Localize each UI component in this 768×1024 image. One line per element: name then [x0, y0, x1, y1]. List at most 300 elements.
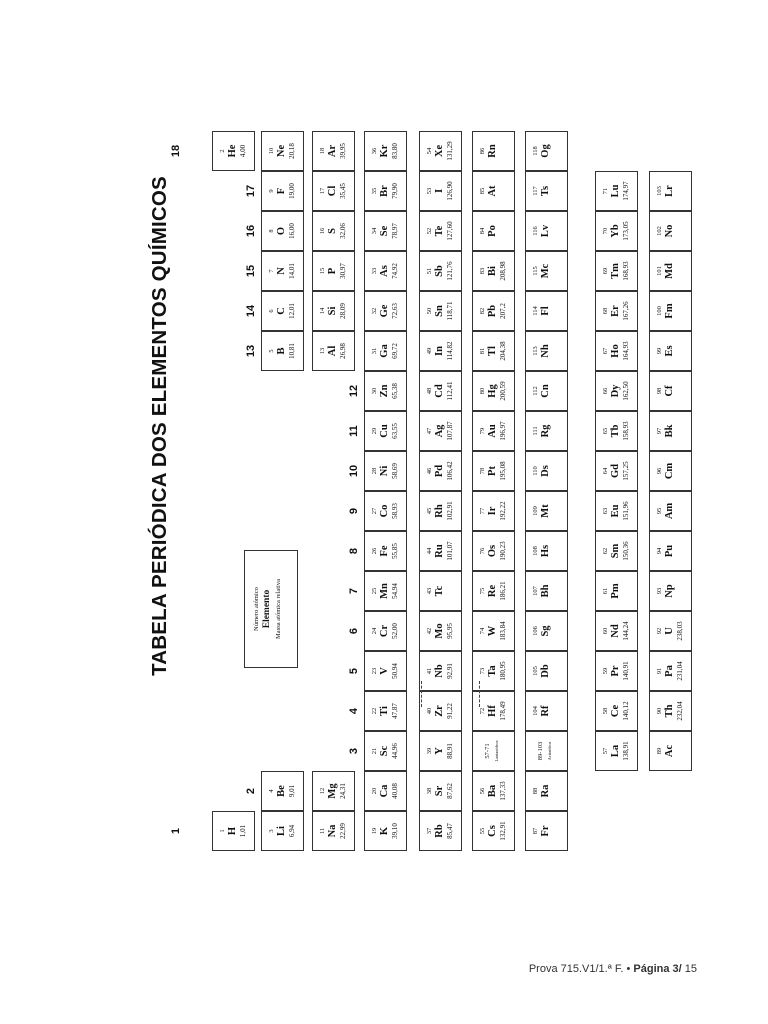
lanthanides-ref-cell: [472, 731, 515, 771]
group-number-12: 12: [348, 384, 360, 398]
atomic-number: 106: [532, 626, 539, 636]
atomic-number: 108: [532, 546, 539, 556]
atomic-number: 101: [656, 266, 663, 276]
element-ar: [312, 131, 355, 171]
element-ag: [419, 411, 462, 451]
atomic-mass: 144,24: [622, 621, 630, 641]
atomic-mass: 19,00: [288, 183, 296, 199]
atomic-mass: 26,98: [339, 343, 347, 359]
element-symbol: Hg: [487, 384, 498, 398]
element-al: [312, 331, 355, 371]
element-cf: [649, 371, 692, 411]
element-symbol: Os: [487, 544, 498, 558]
atomic-number: 22: [371, 707, 378, 715]
element-symbol: Pu: [664, 544, 675, 558]
element-cm: [649, 451, 692, 491]
group-number-3: 3: [348, 747, 360, 755]
element-ra: [525, 771, 568, 811]
element-symbol: Br: [379, 185, 390, 197]
atomic-number: 11: [319, 827, 326, 835]
group-number-5: 5: [348, 667, 360, 675]
atomic-number: 32: [371, 307, 378, 315]
atomic-number: 66: [602, 387, 609, 395]
atomic-mass: 168,93: [622, 261, 630, 281]
atomic-number: 27: [371, 507, 378, 515]
element-symbol: Au: [487, 424, 498, 438]
element-symbol: Md: [664, 263, 675, 279]
element-ge: [364, 291, 407, 331]
atomic-number: 3: [268, 829, 275, 833]
element-symbol: Rn: [487, 144, 498, 158]
atomic-number: 75: [479, 587, 486, 595]
element-ne: [261, 131, 304, 171]
atomic-number: 54: [426, 147, 433, 155]
atomic-number: 64: [602, 467, 609, 475]
atomic-number: 26: [371, 547, 378, 555]
atomic-mass: 101,07: [446, 541, 454, 561]
atomic-number: 74: [479, 627, 486, 635]
element-eu: [595, 491, 638, 531]
element-symbol: Sg: [540, 625, 551, 637]
atomic-number: 38: [426, 787, 433, 795]
atomic-number: 43: [426, 587, 433, 595]
atomic-mass: 140,91: [622, 661, 630, 681]
element-sg: [525, 611, 568, 651]
element-la: [595, 731, 638, 771]
element-symbol: Tb: [610, 424, 621, 438]
element-fe: [364, 531, 407, 571]
atomic-number: 14: [319, 307, 326, 315]
element-symbol: At: [487, 185, 498, 197]
element-u: [649, 611, 692, 651]
element-symbol: Ac: [664, 744, 675, 758]
element-symbol: Ni: [379, 465, 390, 477]
atomic-mass: 20,18: [288, 143, 296, 159]
f-block-connector-bottom: [479, 681, 480, 707]
element-symbol: B: [276, 347, 287, 355]
element-ho: [595, 331, 638, 371]
group-number-11: 11: [348, 425, 360, 437]
atomic-number: 63: [602, 507, 609, 515]
element-cu: [364, 411, 407, 451]
atomic-number: 41: [426, 667, 433, 675]
atomic-mass: 106,42: [446, 461, 454, 481]
atomic-number: 115: [532, 266, 539, 276]
element-og: [525, 131, 568, 171]
element-ca: [364, 771, 407, 811]
range-label: 89-103: [537, 741, 544, 761]
element-db: [525, 651, 568, 691]
atomic-mass: 69,72: [391, 343, 399, 359]
atomic-mass: 118,71: [446, 301, 454, 321]
atomic-number: 78: [479, 467, 486, 475]
element-symbol: Ra: [540, 784, 551, 798]
element-symbol: Pd: [434, 464, 445, 478]
element-symbol: Ce: [610, 704, 621, 718]
atomic-number: 56: [479, 787, 486, 795]
element-symbol: Ga: [379, 344, 390, 358]
atomic-number: 62: [602, 547, 609, 555]
element-symbol: Db: [540, 664, 551, 678]
element-symbol: Y: [434, 747, 445, 755]
element-no: [649, 211, 692, 251]
element-se: [364, 211, 407, 251]
atomic-number: 55: [479, 827, 486, 835]
atomic-number: 60: [602, 627, 609, 635]
element-ba: [472, 771, 515, 811]
atomic-number: 25: [371, 587, 378, 595]
atomic-number: 5: [268, 349, 275, 353]
atomic-mass: 10,81: [288, 343, 296, 359]
element-mt: [525, 491, 568, 531]
element-pu: [649, 531, 692, 571]
atomic-mass: 79,90: [391, 183, 399, 199]
atomic-number: 113: [532, 346, 539, 356]
atomic-number: 93: [656, 587, 663, 595]
element-ir: [472, 491, 515, 531]
element-ti: [364, 691, 407, 731]
atomic-mass: 195,08: [499, 461, 507, 481]
atomic-number: 91: [656, 667, 663, 675]
atomic-mass: 22,99: [339, 823, 347, 839]
element-lr: [649, 171, 692, 211]
atomic-number: 19: [371, 827, 378, 835]
element-pr: [595, 651, 638, 691]
element-symbol: Co: [379, 504, 390, 518]
group-number-17: 17: [245, 184, 257, 198]
element-lu: [595, 171, 638, 211]
element-symbol: V: [379, 667, 390, 675]
atomic-mass: 180,95: [499, 661, 507, 681]
group-number-1: 1: [170, 827, 182, 835]
element-b: [261, 331, 304, 371]
element-symbol: Ar: [327, 144, 338, 158]
atomic-number: 2: [219, 149, 226, 153]
group-number-8: 8: [348, 547, 360, 555]
atomic-number: 83: [479, 267, 486, 275]
element-symbol: Mg: [327, 783, 338, 799]
element-be: [261, 771, 304, 811]
atomic-number: 88: [532, 787, 539, 795]
element-ac: [649, 731, 692, 771]
series-label: Actinídeos: [547, 741, 552, 761]
atomic-number: 49: [426, 347, 433, 355]
element-symbol: Fm: [664, 303, 675, 319]
element-sn: [419, 291, 462, 331]
exam-code: Prova 715.V1/1.ª F. •: [528, 963, 631, 975]
atomic-number: 40: [426, 707, 433, 715]
element-c: [261, 291, 304, 331]
element-symbol: Es: [664, 345, 675, 357]
atomic-mass: 132,91: [499, 821, 507, 841]
atomic-mass: 131,29: [446, 141, 454, 161]
atomic-mass: 238,03: [676, 621, 684, 641]
atomic-number: 99: [656, 347, 663, 355]
element-re: [472, 571, 515, 611]
element-er: [595, 291, 638, 331]
atomic-number: 96: [656, 467, 663, 475]
element-mc: [525, 251, 568, 291]
element-ts: [525, 171, 568, 211]
element-symbol: Tm: [610, 263, 621, 279]
rotated-periodic-table: [140, 51, 684, 851]
element-symbol: P: [327, 267, 338, 275]
element-symbol: He: [227, 144, 238, 158]
atomic-mass: 114,82: [446, 341, 454, 361]
page-title: TABELA PERIÓDICA DOS ELEMENTOS QUÍMICOS: [148, 176, 171, 676]
atomic-mass: 126,90: [446, 181, 454, 201]
element-symbol: Pt: [487, 466, 498, 476]
element-symbol: Lv: [540, 224, 551, 238]
atomic-number: 1: [219, 829, 226, 833]
element-symbol: Pm: [610, 583, 621, 599]
atomic-number: 58: [602, 707, 609, 715]
atomic-number: 116: [532, 226, 539, 236]
element-symbol: Ds: [540, 465, 551, 477]
element-symbol: Cl: [327, 185, 338, 197]
legend-atomic-mass-label: Massa atómica relativa: [275, 579, 282, 639]
atomic-number: 24: [371, 627, 378, 635]
atomic-number: 80: [479, 387, 486, 395]
atomic-mass: 150,36: [622, 541, 630, 561]
atomic-mass: 24,31: [339, 783, 347, 799]
element-symbol: As: [379, 265, 390, 277]
group-number-13: 13: [245, 344, 257, 358]
atomic-number: 21: [371, 747, 378, 755]
atomic-number: 77: [479, 507, 486, 515]
atomic-mass: 158,93: [622, 421, 630, 441]
atomic-mass: 16,00: [288, 223, 296, 239]
group-number-15: 15: [245, 264, 257, 278]
group-number-16: 16: [245, 224, 257, 238]
atomic-mass: 47,87: [391, 703, 399, 719]
element-symbol: Xe: [434, 144, 445, 158]
element-symbol: Fr: [540, 825, 551, 837]
atomic-mass: 162,50: [622, 381, 630, 401]
element-pd: [419, 451, 462, 491]
atomic-number: 71: [602, 187, 609, 195]
element-symbol: Se: [379, 225, 390, 237]
atomic-mass: 12,01: [288, 303, 296, 319]
element-symbol: Gd: [610, 464, 621, 479]
element-nh: [525, 331, 568, 371]
atomic-number: 42: [426, 627, 433, 635]
element-symbol: Hf: [487, 705, 498, 717]
element-pt: [472, 451, 515, 491]
atomic-mass: 39,10: [391, 823, 399, 839]
atomic-number: 85: [479, 187, 486, 195]
element-symbol: W: [487, 625, 498, 637]
atomic-number: 45: [426, 507, 433, 515]
atomic-mass: 4,00: [239, 144, 247, 158]
element-symbol: S: [327, 228, 338, 234]
element-symbol: Pb: [487, 304, 498, 318]
element-symbol: Te: [434, 225, 445, 237]
atomic-number: 20: [371, 787, 378, 795]
atomic-number: 37: [426, 827, 433, 835]
element-ds: [525, 451, 568, 491]
atomic-mass: 28,09: [339, 303, 347, 319]
atomic-mass: 30,97: [339, 263, 347, 279]
element-cs: [472, 811, 515, 851]
element-symbol: Pr: [610, 665, 621, 677]
element-k: [364, 811, 407, 851]
atomic-mass: 208,98: [499, 261, 507, 281]
element-cr: [364, 611, 407, 651]
element-y: [419, 731, 462, 771]
element-symbol: Hs: [540, 544, 551, 558]
element-symbol: Cn: [540, 384, 551, 398]
atomic-number: 103: [656, 186, 663, 196]
atomic-mass: 63,55: [391, 423, 399, 439]
atomic-mass: 14,01: [288, 263, 296, 279]
element-hg: [472, 371, 515, 411]
atomic-number: 16: [319, 227, 326, 235]
element-ru: [419, 531, 462, 571]
element-li: [261, 811, 304, 851]
element-symbol: Cu: [379, 424, 390, 438]
element-sb: [419, 251, 462, 291]
element-symbol: Mo: [434, 623, 445, 639]
atomic-number: 47: [426, 427, 433, 435]
element-fr: [525, 811, 568, 851]
atomic-mass: 91,22: [446, 703, 454, 719]
element-symbol: Po: [487, 225, 498, 237]
element-symbol: Al: [327, 345, 338, 357]
element-symbol: Ru: [434, 544, 445, 558]
element-symbol: Ti: [379, 706, 390, 716]
element-symbol: Sm: [610, 543, 621, 559]
element-symbol: Bi: [487, 266, 498, 276]
atomic-number: 33: [371, 267, 378, 275]
element-symbol: Sc: [379, 745, 390, 757]
atomic-number: 52: [426, 227, 433, 235]
element-tm: [595, 251, 638, 291]
element-mn: [364, 571, 407, 611]
atomic-mass: 192,22: [499, 501, 507, 521]
element-symbol: K: [379, 826, 390, 836]
element-symbol: Re: [487, 584, 498, 598]
atomic-number: 4: [268, 789, 275, 793]
legend-atomic-number-label: Número atómico: [253, 587, 260, 631]
atomic-number: 81: [479, 347, 486, 355]
atomic-number: 92: [656, 627, 663, 635]
atomic-mass: 55,85: [391, 543, 399, 559]
element-symbol: Nb: [434, 664, 445, 678]
atomic-mass: 92,91: [446, 663, 454, 679]
atomic-mass: 39,95: [339, 143, 347, 159]
element-symbol: Bh: [540, 584, 551, 598]
element-symbol: U: [664, 627, 675, 635]
atomic-number: 39: [426, 747, 433, 755]
page-footer: [529, 962, 697, 976]
element-symbol: Lr: [664, 185, 675, 197]
element-co: [364, 491, 407, 531]
atomic-mass: 178,49: [499, 701, 507, 721]
atomic-mass: 196,97: [499, 421, 507, 441]
atomic-mass: 85,47: [446, 823, 454, 839]
element-symbol: Eu: [610, 504, 621, 518]
atomic-mass: 58,93: [391, 503, 399, 519]
element-tc: [419, 571, 462, 611]
atomic-mass: 72,63: [391, 303, 399, 319]
atomic-number: 9: [268, 189, 275, 193]
element-at: [472, 171, 515, 211]
element-symbol: Th: [664, 704, 675, 718]
element-symbol: Zn: [379, 384, 390, 398]
atomic-number: 59: [602, 667, 609, 675]
atomic-mass: 65,38: [391, 383, 399, 399]
atomic-number: 97: [656, 427, 663, 435]
element-symbol: Sb: [434, 265, 445, 277]
element-zr: [419, 691, 462, 731]
atomic-mass: 95,95: [446, 623, 454, 639]
element-symbol: F: [276, 187, 287, 195]
atomic-mass: 137,33: [499, 781, 507, 801]
atomic-number: 31: [371, 347, 378, 355]
atomic-number: 87: [532, 827, 539, 835]
atomic-number: 117: [532, 186, 539, 196]
page-label: Página 3/: [633, 963, 682, 975]
element-symbol: Lu: [610, 184, 621, 198]
element-rg: [525, 411, 568, 451]
element-symbol: Pa: [664, 665, 675, 677]
element-hs: [525, 531, 568, 571]
element-th: [649, 691, 692, 731]
f-block-connector-top: [421, 681, 422, 707]
atomic-number: 100: [656, 306, 663, 316]
element-bi: [472, 251, 515, 291]
atomic-number: 18: [319, 147, 326, 155]
element-mo: [419, 611, 462, 651]
element-cd: [419, 371, 462, 411]
atomic-number: 73: [479, 667, 486, 675]
atomic-mass: 186,21: [499, 581, 507, 601]
element-md: [649, 251, 692, 291]
element-symbol: Bk: [664, 424, 675, 438]
actinides-ref-cell: [525, 731, 568, 771]
group-number-10: 10: [348, 464, 360, 478]
element-symbol: Ir: [487, 506, 498, 516]
atomic-number: 8: [268, 229, 275, 233]
atomic-mass: 183,84: [499, 621, 507, 641]
element-symbol: Og: [540, 144, 551, 158]
legend-key: [244, 550, 298, 668]
element-os: [472, 531, 515, 571]
element-na: [312, 811, 355, 851]
atomic-mass: 173,05: [622, 221, 630, 241]
element-bh: [525, 571, 568, 611]
element-symbol: Cf: [664, 385, 675, 397]
atomic-number: 48: [426, 387, 433, 395]
element-pa: [649, 651, 692, 691]
atomic-number: 84: [479, 227, 486, 235]
atomic-number: 118: [532, 146, 539, 156]
element-symbol: Si: [327, 306, 338, 316]
element-sm: [595, 531, 638, 571]
atomic-mass: 52,00: [391, 623, 399, 639]
element-po: [472, 211, 515, 251]
atomic-number: 112: [532, 386, 539, 396]
element-symbol: Rf: [540, 705, 551, 717]
element-fl: [525, 291, 568, 331]
atomic-mass: 88,91: [446, 743, 454, 759]
element-symbol: No: [664, 224, 675, 238]
element-symbol: Zr: [434, 705, 445, 717]
element-lv: [525, 211, 568, 251]
atomic-number: 51: [426, 267, 433, 275]
atomic-number: 29: [371, 427, 378, 435]
